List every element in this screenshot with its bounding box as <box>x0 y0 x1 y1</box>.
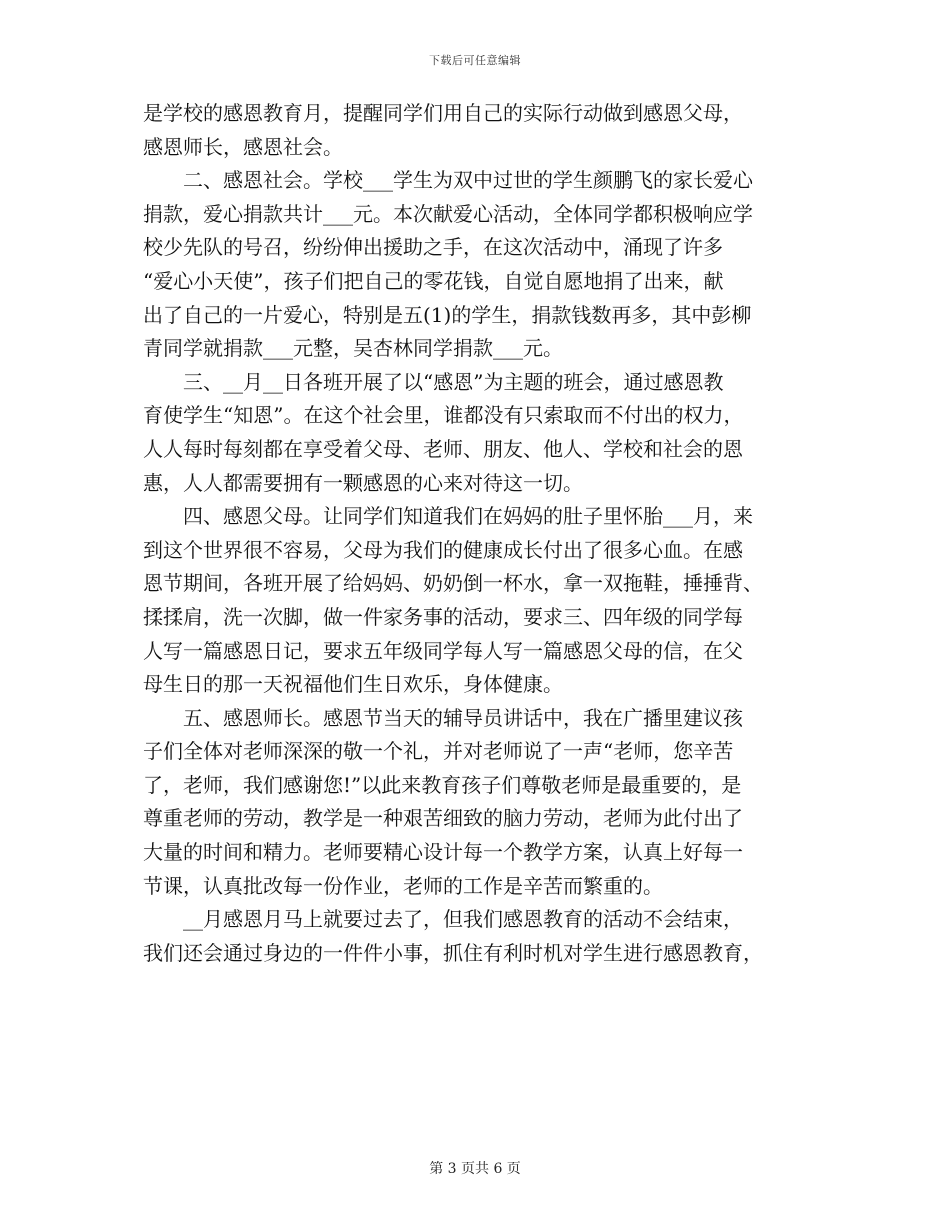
paragraph-start-line: __月感恩月马上就要过去了，但我们感恩教育的活动不会结束， <box>183 907 743 932</box>
text-line: 人写一篇感恩日记，要求五年级同学每人写一篇感恩父母的信，在父 <box>143 638 743 663</box>
paragraph-start-line: 四、感恩父母。让同学们知道我们在妈妈的肚子里怀胎___月，来 <box>183 504 753 529</box>
text-line: 了，老师，我们感谢您!”以此来教育孩子们尊敬老师是最重要的，是 <box>143 772 742 797</box>
text-line: 感恩师长，感恩社会。 <box>143 134 343 159</box>
text-line: 青同学就捐款___元整，吴杏林同学捐款___元。 <box>143 336 563 361</box>
paragraph-start-line: 二、感恩社会。学校___学生为双中过世的学生颜鹏飞的家长爱心 <box>183 168 753 193</box>
text-line: 校少先队的号召，纷纷伸出援助之手，在这次活动中，涌现了许多 <box>143 235 723 260</box>
text-line: 到这个世界很不容易，父母为我们的健康成长付出了很多心血。在感 <box>143 537 743 562</box>
text-line: 育使学生“知恩”。在这个社会里，谁都没有只索取而不付出的权力， <box>143 403 744 428</box>
page-header: 下载后可任意编辑 <box>429 54 521 67</box>
text-line: 节课，认真批改每一份作业，老师的工作是辛苦而繁重的。 <box>143 873 663 898</box>
text-line: 是学校的感恩教育月，提醒同学们用自己的实际行动做到感恩父母， <box>143 101 743 125</box>
text-line: 惠，人人都需要拥有一颗感恩的心来对待这一切。 <box>143 470 583 495</box>
page-number-footer: 第 3 页共 6 页 <box>429 1161 521 1177</box>
text-line: 子们全体对老师深深的敬一个礼，并对老师说了一声“老师，您辛苦 <box>143 739 734 764</box>
text-line: 我们还会通过身边的一件件小事，抓住有利时机对学生进行感恩教育， <box>143 940 763 965</box>
document-body <box>143 97 813 970</box>
text-line: 恩节期间，各班开展了给妈妈、奶奶倒一杯水，拿一双拖鞋，捶捶背、 <box>143 571 763 596</box>
paragraph-start-line: 三、__月__日各班开展了以“感恩”为主题的班会，通过感恩教 <box>183 369 724 394</box>
text-line: 大量的时间和精力。老师要精心设计每一个教学方案，认真上好每一 <box>143 840 743 865</box>
text-line: 出了自己的一片爱心，特别是五(1)的学生，捐款钱数再多，其中彭柳 <box>143 302 752 327</box>
text-line: 揉揉肩，洗一次脚，做一件家务事的活动，要求三、四年级的同学每 <box>143 604 743 629</box>
text-line: “爱心小天使”，孩子们把自己的零花钱，自觉自愿地捐了出来，献 <box>143 268 724 293</box>
text-line: 母生日的那一天祝福他们生日欢乐，身体健康。 <box>143 672 563 697</box>
text-line: 捐款，爱心捐款共计___元。本次献爱心活动，全体同学都积极响应学 <box>143 201 753 226</box>
paragraph-start-line: 五、感恩师长。感恩节当天的辅导员讲话中，我在广播里建议孩 <box>183 705 743 730</box>
text-line: 人人每时每刻都在享受着父母、老师、朋友、他人、学校和社会的恩 <box>143 436 743 461</box>
text-line: 尊重老师的劳动，教学是一种艰苦细致的脑力劳动，老师为此付出了 <box>143 806 743 831</box>
